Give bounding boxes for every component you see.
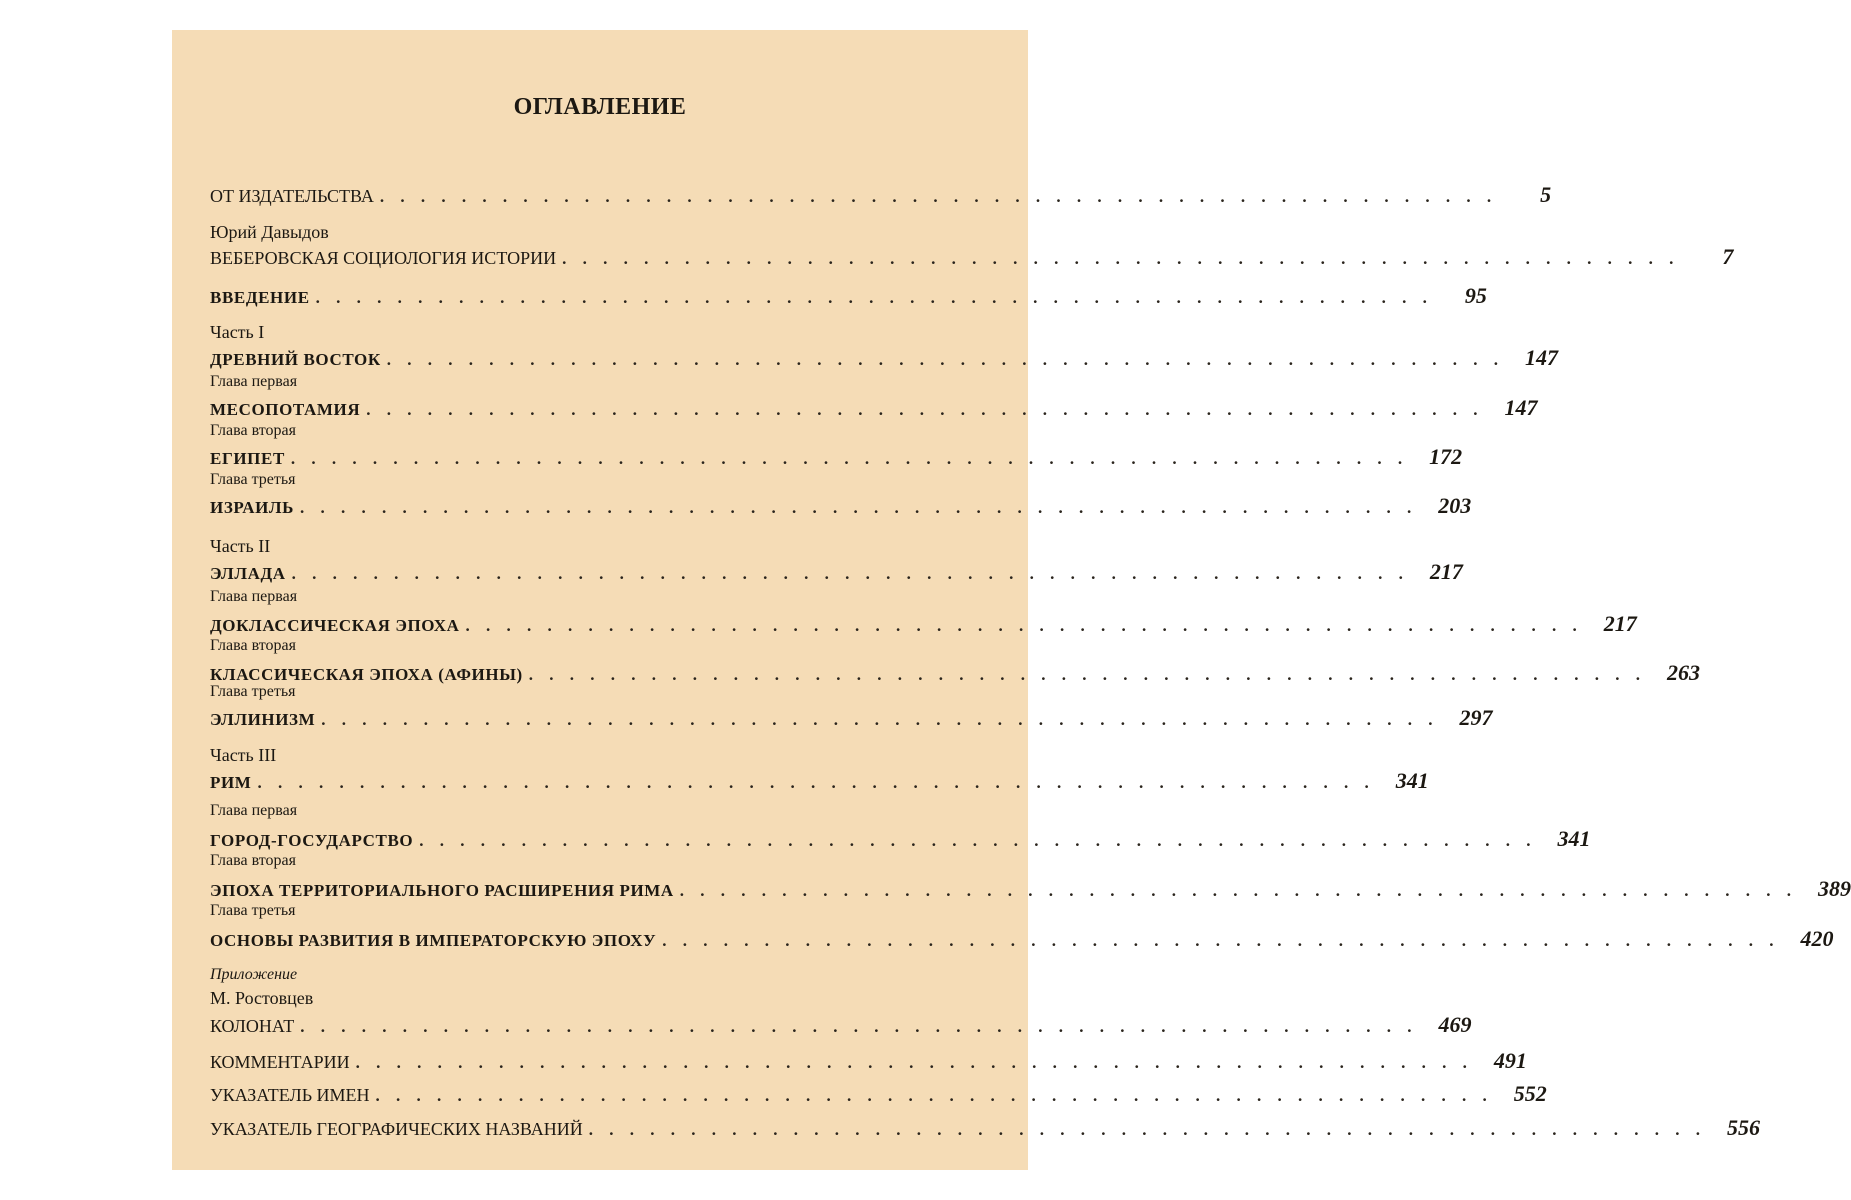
toc-entry-page: 95: [1464, 283, 1487, 308]
toc-entry-author: Юрий Давыдов: [210, 222, 329, 242]
toc-entry-page: 297: [1459, 705, 1493, 730]
dot-leader: . . . . . . . . . . . . . . . . . . . . . . . . . . . . . . . . . . . . . . . . . . . . . . . . . . . . . . .: [379, 187, 1498, 206]
toc-entry-city-state: [210, 826, 1591, 856]
toc-entry-title: ОТ ИЗДАТЕЛЬСТВА: [210, 186, 374, 206]
toc-entry-title: ВВЕДЕНИЕ: [210, 288, 310, 307]
toc-entry-page: 263: [1667, 660, 1700, 685]
toc-entry-title: УКАЗАТЕЛЬ ГЕОГРАФИЧЕСКИХ НАЗВАНИЙ: [210, 1119, 583, 1139]
toc-entry-publisher-note: [210, 182, 1552, 212]
toc-entry-egypt: [210, 444, 1463, 474]
toc-entry-page: 217: [1429, 559, 1463, 584]
dot-leader: . . . . . . . . . . . . . . . . . . . . . . . . . . . . . . . . . . . . . . . . . . . . . . . . . . . . . . .: [386, 350, 1505, 369]
toc-entry-title: ЭЛЛИНИЗМ: [210, 710, 316, 729]
dot-leader: . . . . . . . . . . . . . . . . . . . . . . . . . . . . . . . . . . . . . . . . . . . . . . . . . . . . . . .: [588, 1120, 1707, 1139]
toc-entry-page: 7: [1722, 244, 1734, 269]
dot-leader: . . . . . . . . . . . . . . . . . . . . . . . . . . . . . . . . . . . . . . . . . . . . . . . . . . . . . . .: [528, 665, 1646, 684]
toc-entry-page: 556: [1727, 1115, 1761, 1140]
dot-leader: . . . . . . . . . . . . . . . . . . . . . . . . . . . . . . . . . . . . . . . . . . . . . . . . . . . . . . .: [300, 498, 1418, 517]
toc-entry-page: 389: [1818, 876, 1851, 901]
toc-entry-title: ЭПОХА ТЕРРИТОРИАЛЬНОГО РАСШИРЕНИЯ РИМА: [210, 881, 674, 900]
toc-entry-page: 147: [1525, 345, 1559, 370]
dot-leader: . . . . . . . . . . . . . . . . . . . . . . . . . . . . . . . . . . . . . . . . . . . . . . . . . . . . . . .: [375, 1086, 1493, 1105]
toc-entry-part-label: Часть I: [210, 322, 265, 342]
dot-leader: . . . . . . . . . . . . . . . . . . . . . . . . . . . . . . . . . . . . . . . . . . . . . . . . . . . . . . .: [679, 881, 1798, 900]
dot-leader: . . . . . . . . . . . . . . . . . . . . . . . . . . . . . . . . . . . . . . . . . . . . . . . . . . . . . . .: [562, 249, 1680, 268]
dot-leader: . . . . . . . . . . . . . . . . . . . . . . . . . . . . . . . . . . . . . . . . . . . . . . . . . . . . . . .: [321, 710, 1439, 729]
dot-leader: . . . . . . . . . . . . . . . . . . . . . . . . . . . . . . . . . . . . . . . . . . . . . . . . . . . . . . .: [315, 288, 1433, 307]
toc-entry-chapter-label: Глава вторая: [210, 637, 296, 654]
dot-leader: . . . . . . . . . . . . . . . . . . . . . . . . . . . . . . . . . . . . . . . . . . . . . . . . . . . . . . .: [662, 931, 1780, 950]
toc-entry-title: ЕГИПЕТ: [210, 449, 285, 468]
toc-entry-title: ДОКЛАССИЧЕСКАЯ ЭПОХА: [210, 616, 460, 635]
toc-entry-rome: [210, 768, 1429, 798]
toc-entry-imperial-epoch: [210, 926, 1834, 956]
toc-entry-colonate: [210, 1012, 1472, 1042]
toc-entry-page: 341: [1557, 826, 1591, 851]
toc-entry-author: М. Ростовцев: [210, 988, 314, 1008]
toc-entry-part-label: Часть II: [210, 536, 271, 556]
toc-entry-title: ВЕБЕРОВСКАЯ СОЦИОЛОГИЯ ИСТОРИИ: [210, 248, 557, 268]
toc-entry-chapter-label: Глава третья: [210, 683, 296, 700]
dot-leader: . . . . . . . . . . . . . . . . . . . . . . . . . . . . . . . . . . . . . . . . . . . . . . . . . . . . . . .: [257, 773, 1375, 792]
toc-entry-chapter-label: Глава третья: [210, 902, 296, 919]
dot-leader: . . . . . . . . . . . . . . . . . . . . . . . . . . . . . . . . . . . . . . . . . . . . . . . . . . . . . . .: [291, 564, 1409, 583]
toc-title: ОГЛАВЛЕНИЕ: [513, 94, 687, 120]
toc-entry-mesopotamia: [210, 395, 1538, 425]
toc-entry-title: ОСНОВЫ РАЗВИТИЯ В ИМПЕРАТОРСКУЮ ЭПОХУ: [210, 931, 657, 950]
toc-entry-hellenism: [210, 705, 1493, 735]
toc-entry-israel: [210, 493, 1472, 523]
toc-entry-chapter-label: Глава вторая: [210, 422, 296, 439]
toc-entry-chapter-label: Глава вторая: [210, 852, 296, 869]
toc-entry-chapter-label: Глава третья: [210, 471, 296, 488]
toc-entry-title: КЛАССИЧЕСКАЯ ЭПОХА (АФИНЫ): [210, 665, 523, 684]
toc-entry-page: 147: [1504, 395, 1538, 420]
dot-leader: . . . . . . . . . . . . . . . . . . . . . . . . . . . . . . . . . . . . . . . . . . . . . . . . . . . . . . .: [419, 831, 1537, 850]
toc-entry-introduction: [210, 283, 1487, 313]
toc-entry-appendix-label: Приложение: [210, 966, 298, 983]
toc-entry-page: 469: [1438, 1012, 1472, 1037]
toc-entry-chapter-label: Глава первая: [210, 802, 298, 819]
toc-entry-classical-athens: [210, 660, 1700, 690]
dot-leader: . . . . . . . . . . . . . . . . . . . . . . . . . . . . . . . . . . . . . . . . . . . . . . . . . . . . . . .: [290, 449, 1409, 468]
toc-entry-chapter-label: Глава первая: [210, 588, 298, 605]
dot-leader: . . . . . . . . . . . . . . . . . . . . . . . . . . . . . . . . . . . . . . . . . . . . . . . . . . . . . . .: [300, 1017, 1418, 1036]
toc-entry-page: 341: [1395, 768, 1429, 793]
toc-entry-territorial-expansion: [210, 876, 1851, 906]
toc-entry-title: УКАЗАТЕЛЬ ИМЕН: [210, 1085, 370, 1105]
dot-leader: . . . . . . . . . . . . . . . . . . . . . . . . . . . . . . . . . . . . . . . . . . . . . . . . . . . . . . .: [355, 1053, 1473, 1072]
toc-entry-title: КОММЕНТАРИИ: [210, 1052, 350, 1072]
toc-entry-part-label: Часть III: [210, 745, 277, 765]
toc-entry-title: ЭЛЛАДА: [210, 564, 286, 583]
dot-leader: . . . . . . . . . . . . . . . . . . . . . . . . . . . . . . . . . . . . . . . . . . . . . . . . . . . . . . .: [465, 616, 1583, 635]
toc-entry-title: КОЛОНАТ: [210, 1016, 295, 1036]
toc-entry-ancient-east: [210, 345, 1559, 375]
toc-entry-page: 203: [1438, 493, 1472, 518]
toc-entry-page: 491: [1493, 1048, 1527, 1073]
toc-entry-weber-sociology: [210, 244, 1734, 274]
dot-leader: . . . . . . . . . . . . . . . . . . . . . . . . . . . . . . . . . . . . . . . . . . . . . . . . . . . . . . .: [366, 400, 1484, 419]
toc-entry-page: 5: [1540, 182, 1552, 207]
toc-entry-hellas: [210, 559, 1463, 589]
toc-entry-name-index: [210, 1081, 1547, 1111]
book-page: [172, 30, 1851, 1170]
toc-entry-title: МЕСОПОТАМИЯ: [210, 400, 361, 419]
toc-entry-title: РИМ: [210, 773, 252, 792]
toc-entry-page: 552: [1513, 1081, 1547, 1106]
toc-entry-title: ДРЕВНИЙ ВОСТОК: [210, 350, 381, 369]
toc-entry-geo-index: [210, 1115, 1761, 1145]
toc-entry-preclassical: [210, 611, 1637, 641]
toc-entry-commentary: [210, 1048, 1527, 1078]
toc-entry-page: 217: [1603, 611, 1637, 636]
toc-entry-chapter-label: Глава первая: [210, 373, 298, 390]
toc-entry-title: ГОРОД-ГОСУДАРСТВО: [210, 831, 414, 850]
toc-entry-title: ИЗРАИЛЬ: [210, 498, 295, 517]
toc-entry-page: 420: [1800, 926, 1834, 951]
toc-entry-page: 172: [1429, 444, 1463, 469]
